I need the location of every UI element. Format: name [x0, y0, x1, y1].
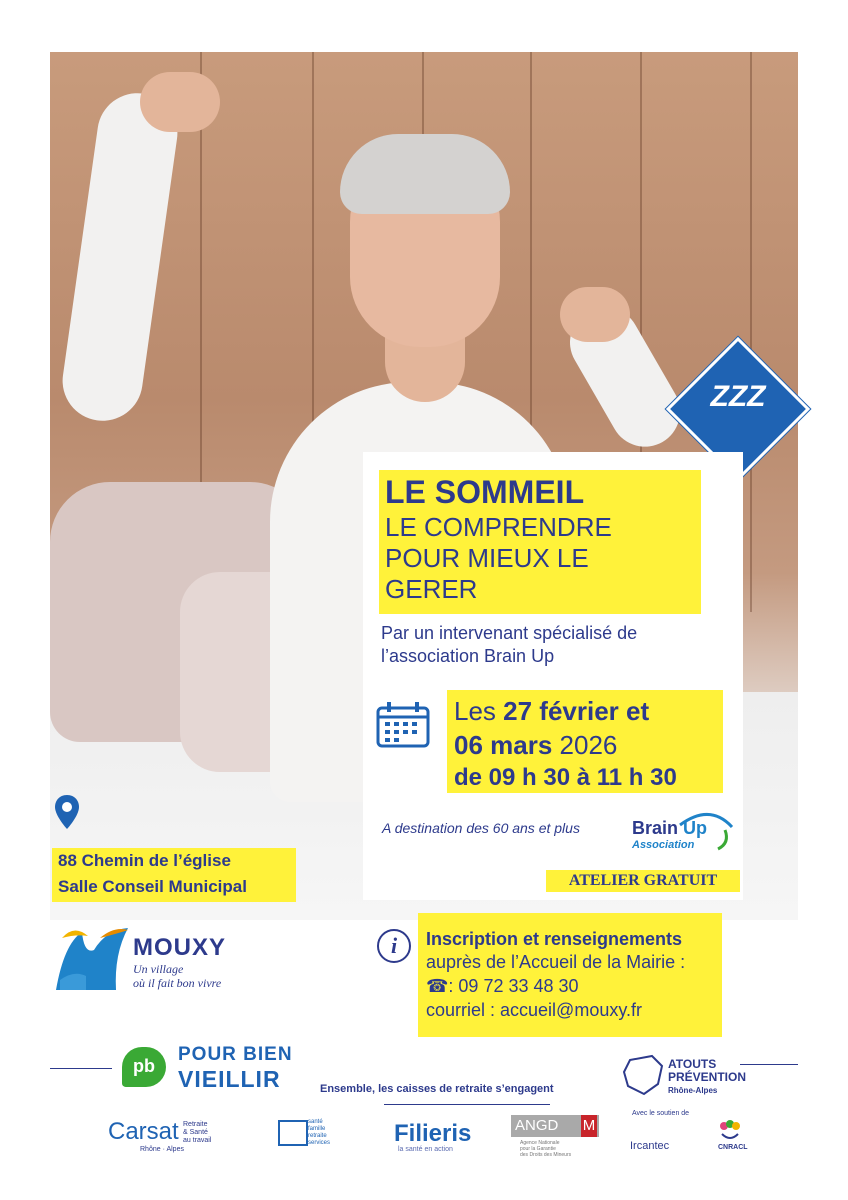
soutien-text: Avec le soutien de: [632, 1110, 690, 1117]
cnracl-logo: CNRACL: [718, 1144, 748, 1151]
angdm-subtitle: Agence Nationale pour la Garantie des Droits des Mineurs: [520, 1140, 572, 1158]
filieris-subtitle: la santé en action: [398, 1146, 453, 1153]
phone-line: [426, 976, 579, 997]
ircantec-logo: Ircantec: [630, 1140, 670, 1152]
msa-logo: [278, 1120, 308, 1146]
phone-number: : 09 72 33 48 30: [448, 976, 579, 996]
calendar-icon: [375, 700, 431, 748]
zzz-icon: ZZZ: [710, 380, 766, 413]
page-title: LE SOMMEIL: [385, 474, 585, 510]
mouxy-name: MOUXY: [133, 934, 227, 961]
atelier-badge: ATELIER GRATUIT: [546, 870, 740, 892]
pbv-line-2: VIEILLIR: [178, 1066, 281, 1092]
divider: [50, 1068, 112, 1069]
subtitle: LE COMPRENDRE POUR MIEUX LE GERER: [385, 512, 612, 604]
intervenant-text: Par un intervenant spécialisé de l’association Brain Up: [381, 623, 638, 666]
title-box: [379, 470, 701, 512]
audience-text: A destination des 60 ans et plus: [382, 820, 580, 836]
phone-icon: ☎: [426, 976, 449, 996]
inscription-title: Inscription et renseignements: [426, 929, 683, 949]
address-line-1: 88 Chemin de l’église: [58, 851, 231, 870]
brainup-association: Association: [632, 839, 695, 851]
mouxy-tagline: Un village où il fait bon vivre: [133, 962, 222, 990]
mouxy-logo: [54, 924, 130, 992]
address-line-2: Salle Conseil Municipal: [58, 877, 247, 896]
location-pin-icon: [54, 794, 80, 830]
ensemble-text: Ensemble, les caisses de retraite s’engagent: [320, 1083, 554, 1095]
info-icon: i: [377, 929, 411, 963]
carsat-subtitle: Retraite & Santé au travail: [183, 1121, 212, 1144]
hours: de 09 h 30 à 11 h 30: [454, 764, 677, 791]
carsat-region: Rhône · Alpes: [140, 1146, 184, 1153]
atouts-prevention-logo: ATOUTS PRÉVENTION Rhône-Alpes: [668, 1057, 747, 1095]
angdm-logo: ANGD: [511, 1115, 599, 1137]
address-box: [52, 848, 296, 902]
angdm-logo-m: M: [581, 1115, 597, 1137]
brainup-logo: Brain Up: [632, 818, 708, 838]
divider: [740, 1064, 798, 1065]
cnracl-logo-icon: [718, 1120, 742, 1142]
filieris-logo: Filieris: [394, 1120, 472, 1147]
carsat-logo: Carsat: [108, 1118, 179, 1145]
inscription-line: auprès de l’Accueil de la Mairie :: [426, 952, 686, 972]
date-line-2: 06 mars 2026: [454, 730, 618, 760]
atouts-map-icon: [622, 1054, 666, 1096]
subtitle-box: [379, 512, 701, 614]
pbv-line-1: POUR BIEN: [178, 1044, 293, 1065]
date-line-1: Les 27 février et: [454, 696, 650, 726]
msa-subtitle: santé famille retraite services: [308, 1119, 331, 1146]
divider: [384, 1104, 550, 1105]
pbv-logo-icon: pb: [122, 1047, 166, 1087]
email-line[interactable]: courriel : accueil@mouxy.fr: [426, 1000, 642, 1020]
